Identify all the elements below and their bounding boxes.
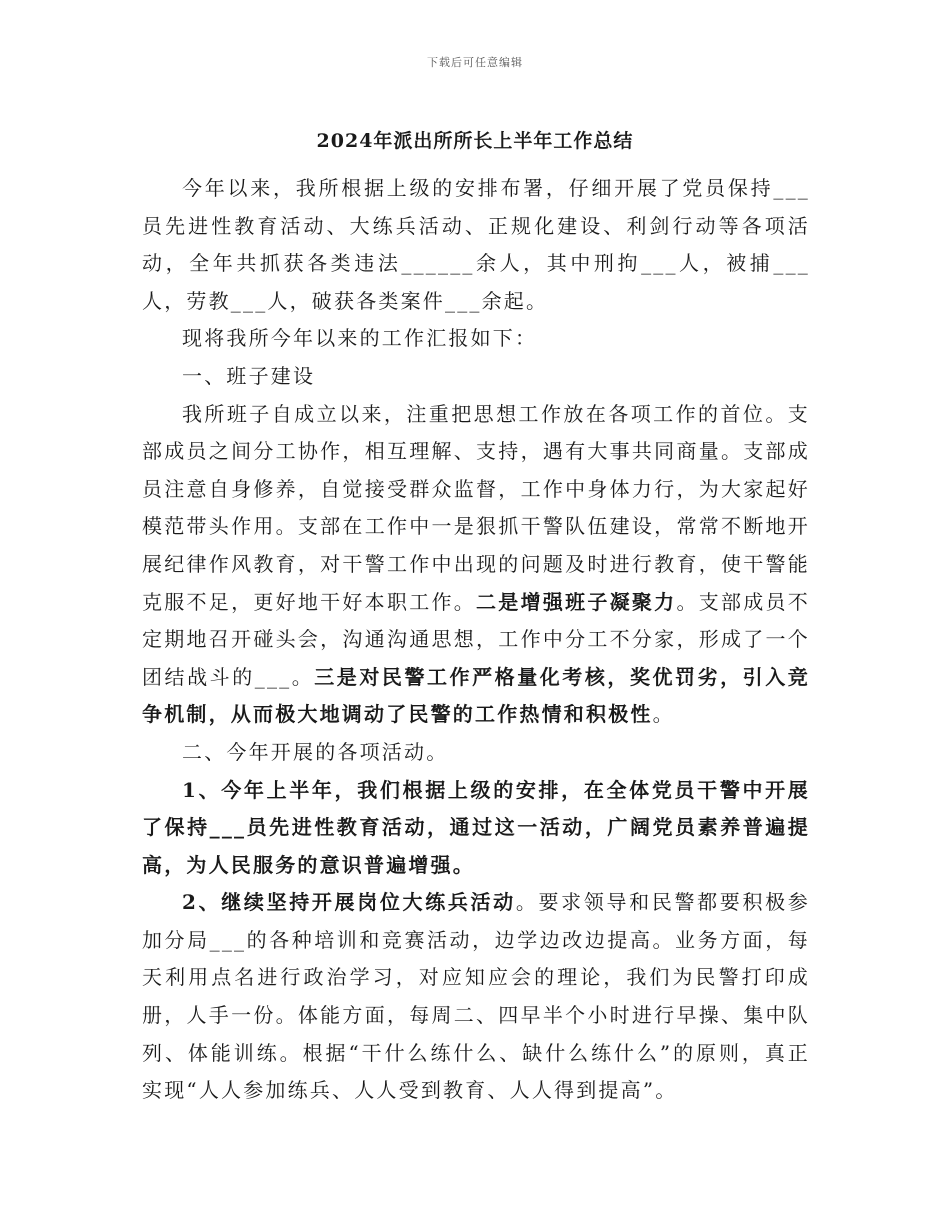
- team-building-text-c: 。: [652, 702, 675, 727]
- team-building-bold-b: 三是对民警工作严格量化考核，奖优罚劣，引入竞争机制，从而极大地调动了民警的工作热情和积极性: [142, 664, 810, 727]
- section-heading-activities: 二、今年开展的各项活动。: [182, 739, 449, 764]
- paragraph-team-building: [142, 396, 810, 734]
- header-note: 下载后可任意编辑: [427, 56, 523, 69]
- section-heading-team-building: 一、班子建设: [182, 363, 316, 388]
- paragraph-activity-1: 1、今年上半年，我们根据上级的安排，在全体党员干警中开展了保持___员先进性教育活动，通过这一活动，广阔党员素养普遍提高，为人民服务的意识普遍增强。: [142, 777, 810, 877]
- document-title: 2024年派出所所长上半年工作总结: [316, 130, 634, 152]
- paragraph-intro: 今年以来，我所根据上级的安排布署，仔细开展了党员保持___员先进性教育活动、大练兵活动、正规化建设、利剑行动等各项活动，全年共抓获各类违法______余人，其中刑拘___人，被捕___人，劳教___人，破获各类案件___余起。: [142, 176, 810, 313]
- activity-2-text: 。要求领导和民警都要积极参加分局___的各种培训和竞赛活动，边学边改边提高。业务方面，每天利用点名进行政治学习，对应知应会的理论，我们为民警打印成册，人手一份。体能方面，每周二、四早半个小时进行早操、集中队列、体能训练。根据“干什么练什么、缺什么练什么”的原则，真正实现“人人参加练兵、人人受到教育、人人得到提高”。: [142, 890, 810, 1103]
- paragraph-report-lead: 现将我所今年以来的工作汇报如下：: [182, 326, 538, 351]
- team-building-text-b: 。支部成员不定期地召开碰头会，沟通沟通思想，工作中分工不分家，形成了一个团结战斗的___。: [142, 589, 810, 689]
- paragraph-activity-2: [142, 884, 810, 1110]
- team-building-bold-a: 二是增强班子凝聚力: [476, 589, 677, 614]
- team-building-text-a: 我所班子自成立以来，注重把思想工作放在各项工作的首位。支部成员之间分工协作，相互理解、支持，遇有大事共同商量。支部成员注意自身修养，自觉接受群众监督，工作中身体力行，为大家起好模范带头作用。支部在工作中一是狠抓干警队伍建设，常常不断地开展纪律作风教育，对干警工作中出现的问题及时进行教育，使干警能克服不足，更好地干好本职工作。: [142, 401, 810, 614]
- activity-2-bold: 2、继续坚持开展岗位大练兵活动: [182, 890, 516, 915]
- document-body: [142, 170, 810, 1110]
